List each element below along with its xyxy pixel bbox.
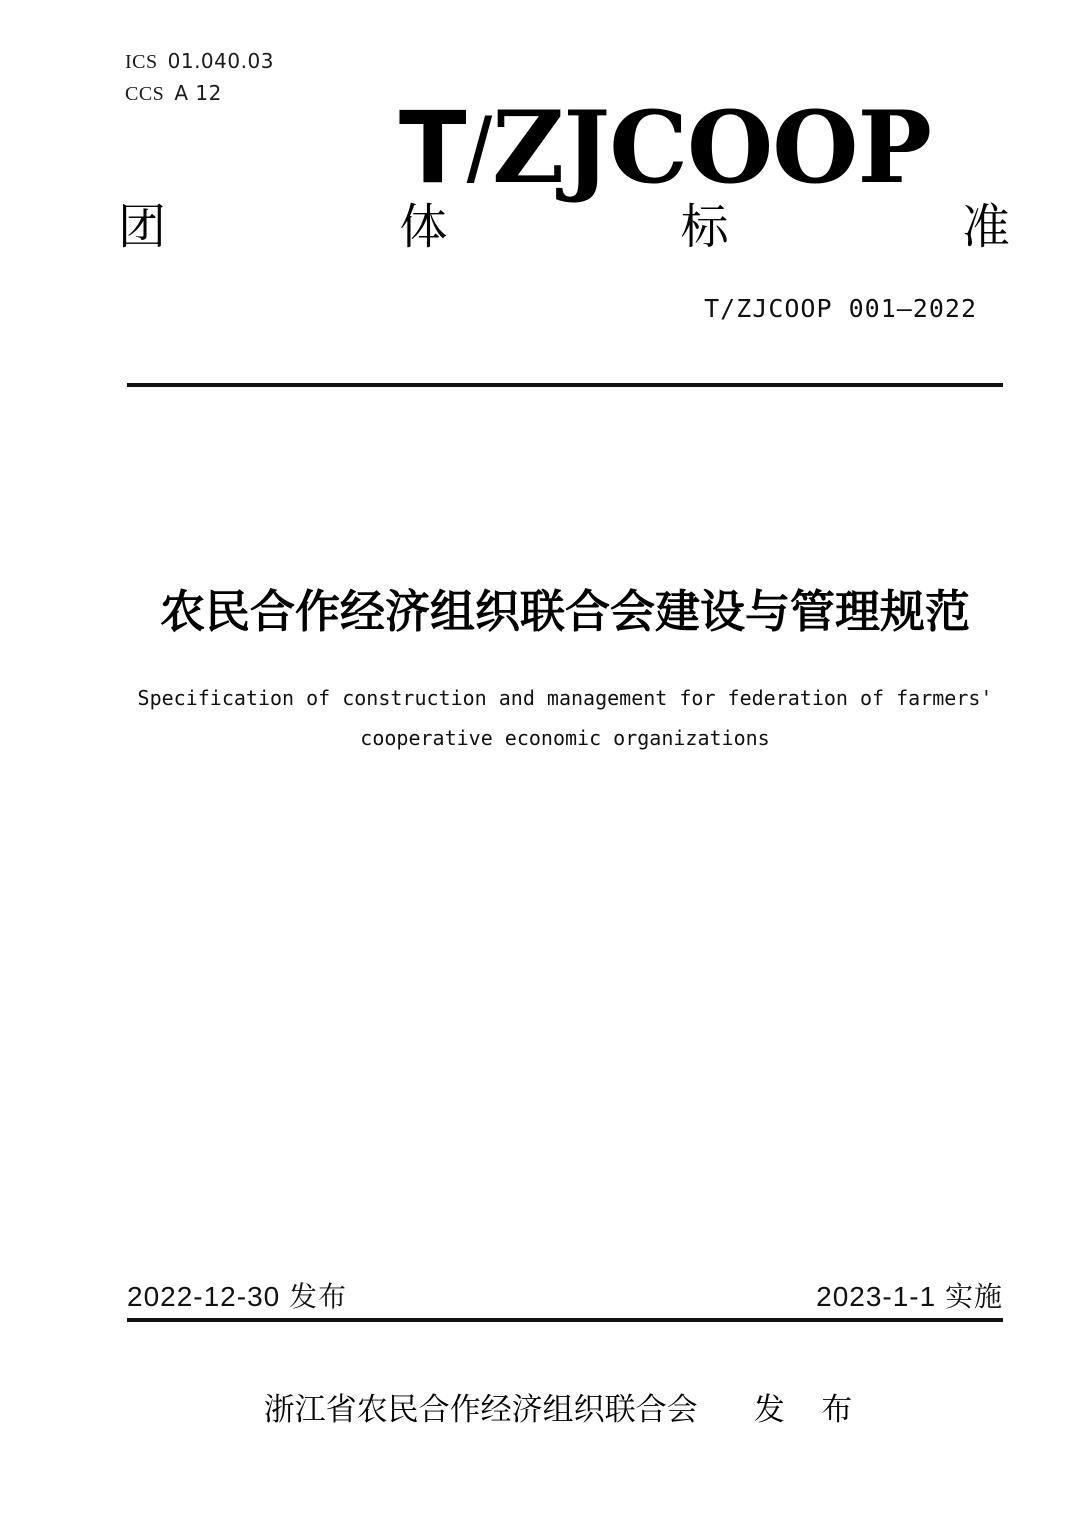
- ics-value: 01.040.03: [167, 49, 274, 73]
- publisher-name: 浙江省农民合作经济组织联合会: [263, 1392, 698, 1427]
- standard-number: T/ZJCOOP 001—2022: [704, 294, 977, 323]
- issue-date: 2022-12-30 发布: [127, 1281, 348, 1312]
- logo-zjcoop: ZJCOOP: [492, 90, 931, 206]
- category-title: [118, 202, 1010, 254]
- dates-row: [127, 1280, 1003, 1314]
- classification-codes: [125, 46, 274, 110]
- category-char: 标: [680, 201, 729, 254]
- publisher-line: [127, 1390, 1003, 1430]
- ccs-code: [125, 78, 274, 110]
- bottom-divider: [127, 1318, 1003, 1322]
- category-char: 准: [961, 201, 1010, 254]
- document-title-zh: 农民合作经济组织联合会建设与管理规范: [159, 586, 970, 637]
- document-title-en-line1: Specification of construction and management for federation of farmers': [137, 686, 993, 710]
- logo-slash: /: [466, 100, 493, 202]
- ics-code: [125, 46, 274, 78]
- publish-label: 发 布: [753, 1392, 867, 1427]
- ccs-label: CCS: [125, 83, 165, 105]
- top-divider: [127, 383, 1003, 387]
- standard-logo: [340, 90, 990, 206]
- implementation-date: 2023-1-1 实施: [816, 1281, 1003, 1312]
- ics-label: ICS: [125, 51, 158, 73]
- category-char: 体: [399, 201, 448, 254]
- ccs-value: A 12: [174, 81, 222, 105]
- document-title-en: [127, 678, 1003, 758]
- logo-letter-t: T: [399, 91, 467, 206]
- category-char: 团: [118, 201, 167, 254]
- document-title-en-line2: cooperative economic organizations: [360, 726, 770, 750]
